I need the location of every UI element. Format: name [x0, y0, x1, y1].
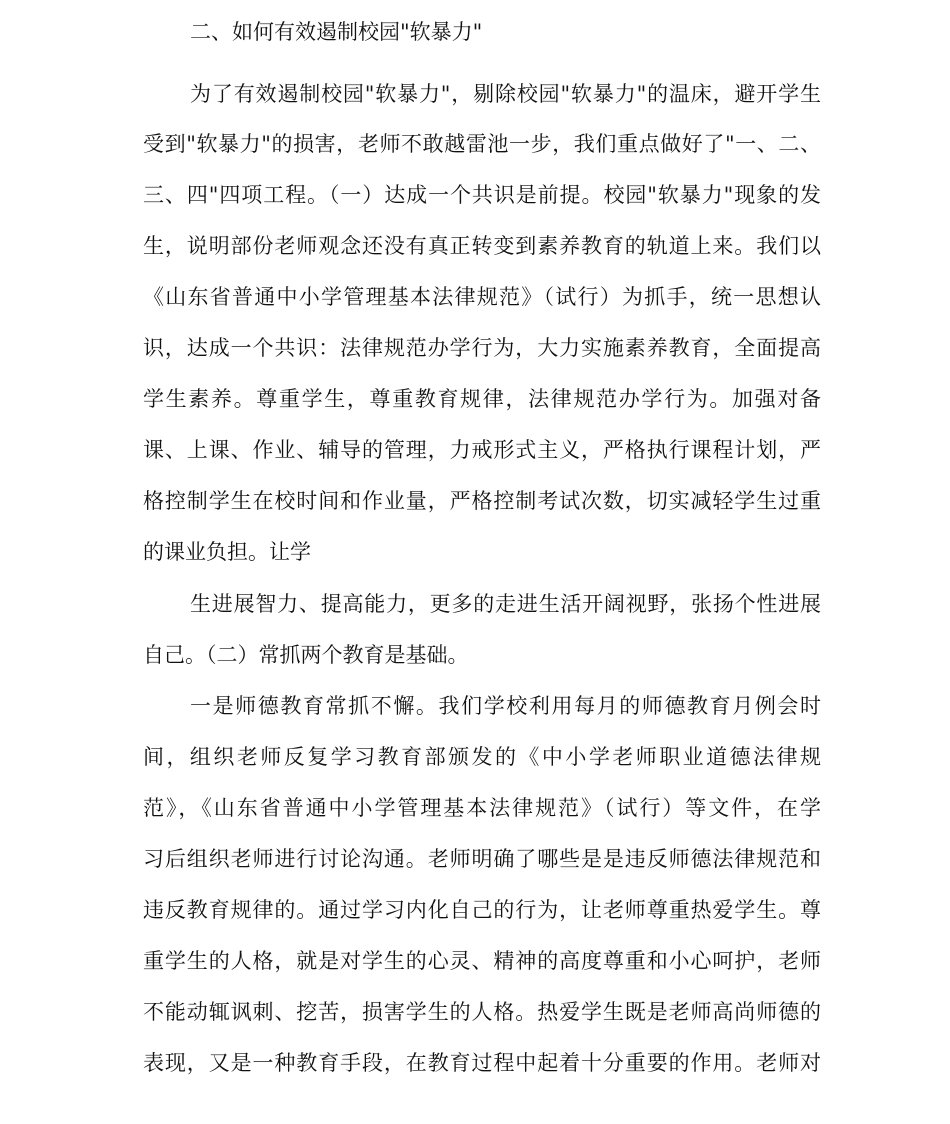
text-line: 表现，又是一种教育手段，在教育过程中起着十分重要的作用。老师对	[143, 1051, 821, 1075]
text-line: 格控制学生在校时间和作业量，严格控制考试次数，切实减轻学生过重	[143, 489, 821, 513]
text-line: 《山东省普通中小学管理基本法律规范》（试行）为抓手，统一思想认	[143, 285, 821, 309]
text-line: 三、四"四项工程。（一）达成一个共识是前提。校园"软暴力"现象的发	[143, 183, 821, 207]
text-line: 生进展智力、提高能力，更多的走进生活开阔视野，张扬个性进展	[190, 592, 821, 616]
text-line: 间，组织老师反复学习教育部颁发的《中小学老师职业道德法律规	[143, 745, 821, 769]
text-line: 为了有效遏制校园"软暴力"，剔除校园"软暴力"的温床，避开学生	[190, 82, 821, 106]
text-line: 不能动辄讽刺、挖苦，损害学生的人格。热爱学生既是老师高尚师德的	[143, 1000, 821, 1024]
text-line: 范》，《山东省普通中小学管理基本法律规范》（试行）等文件，在学	[143, 796, 821, 820]
section-heading: 二、如何有效遏制校园"软暴力"	[190, 20, 483, 44]
text-line: 学生素养。尊重学生，尊重教育规律，法律规范办学行为。加强对备	[143, 387, 821, 411]
text-line: 自己。（二）常抓两个教育是基础。	[143, 643, 469, 667]
text-line: 生，说明部份老师观念还没有真正转变到素养教育的轨道上来。我们以	[143, 234, 821, 258]
text-line: 重学生的人格，就是对学生的心灵、精神的高度尊重和小心呵护，老师	[143, 949, 821, 973]
text-line: 受到"软暴力"的损害，老师不敢越雷池一步，我们重点做好了"一、二、	[143, 132, 821, 156]
text-line: 违反教育规律的。通过学习内化自己的行为，让老师尊重热爱学生。尊	[143, 898, 821, 922]
text-line: 一是师德教育常抓不懈。我们学校利用每月的师德教育月例会时	[190, 694, 821, 718]
text-line: 的课业负担。让学	[143, 540, 311, 564]
text-line: 课、上课、作业、辅导的管理，力戒形式主义，严格执行课程计划，严	[143, 438, 821, 462]
text-line: 习后组织老师进行讨论沟通。老师明确了哪些是是违反师德法律规范和	[143, 847, 821, 871]
text-line: 识，达成一个共识：法律规范办学行为，大力实施素养教育，全面提高	[143, 336, 821, 360]
